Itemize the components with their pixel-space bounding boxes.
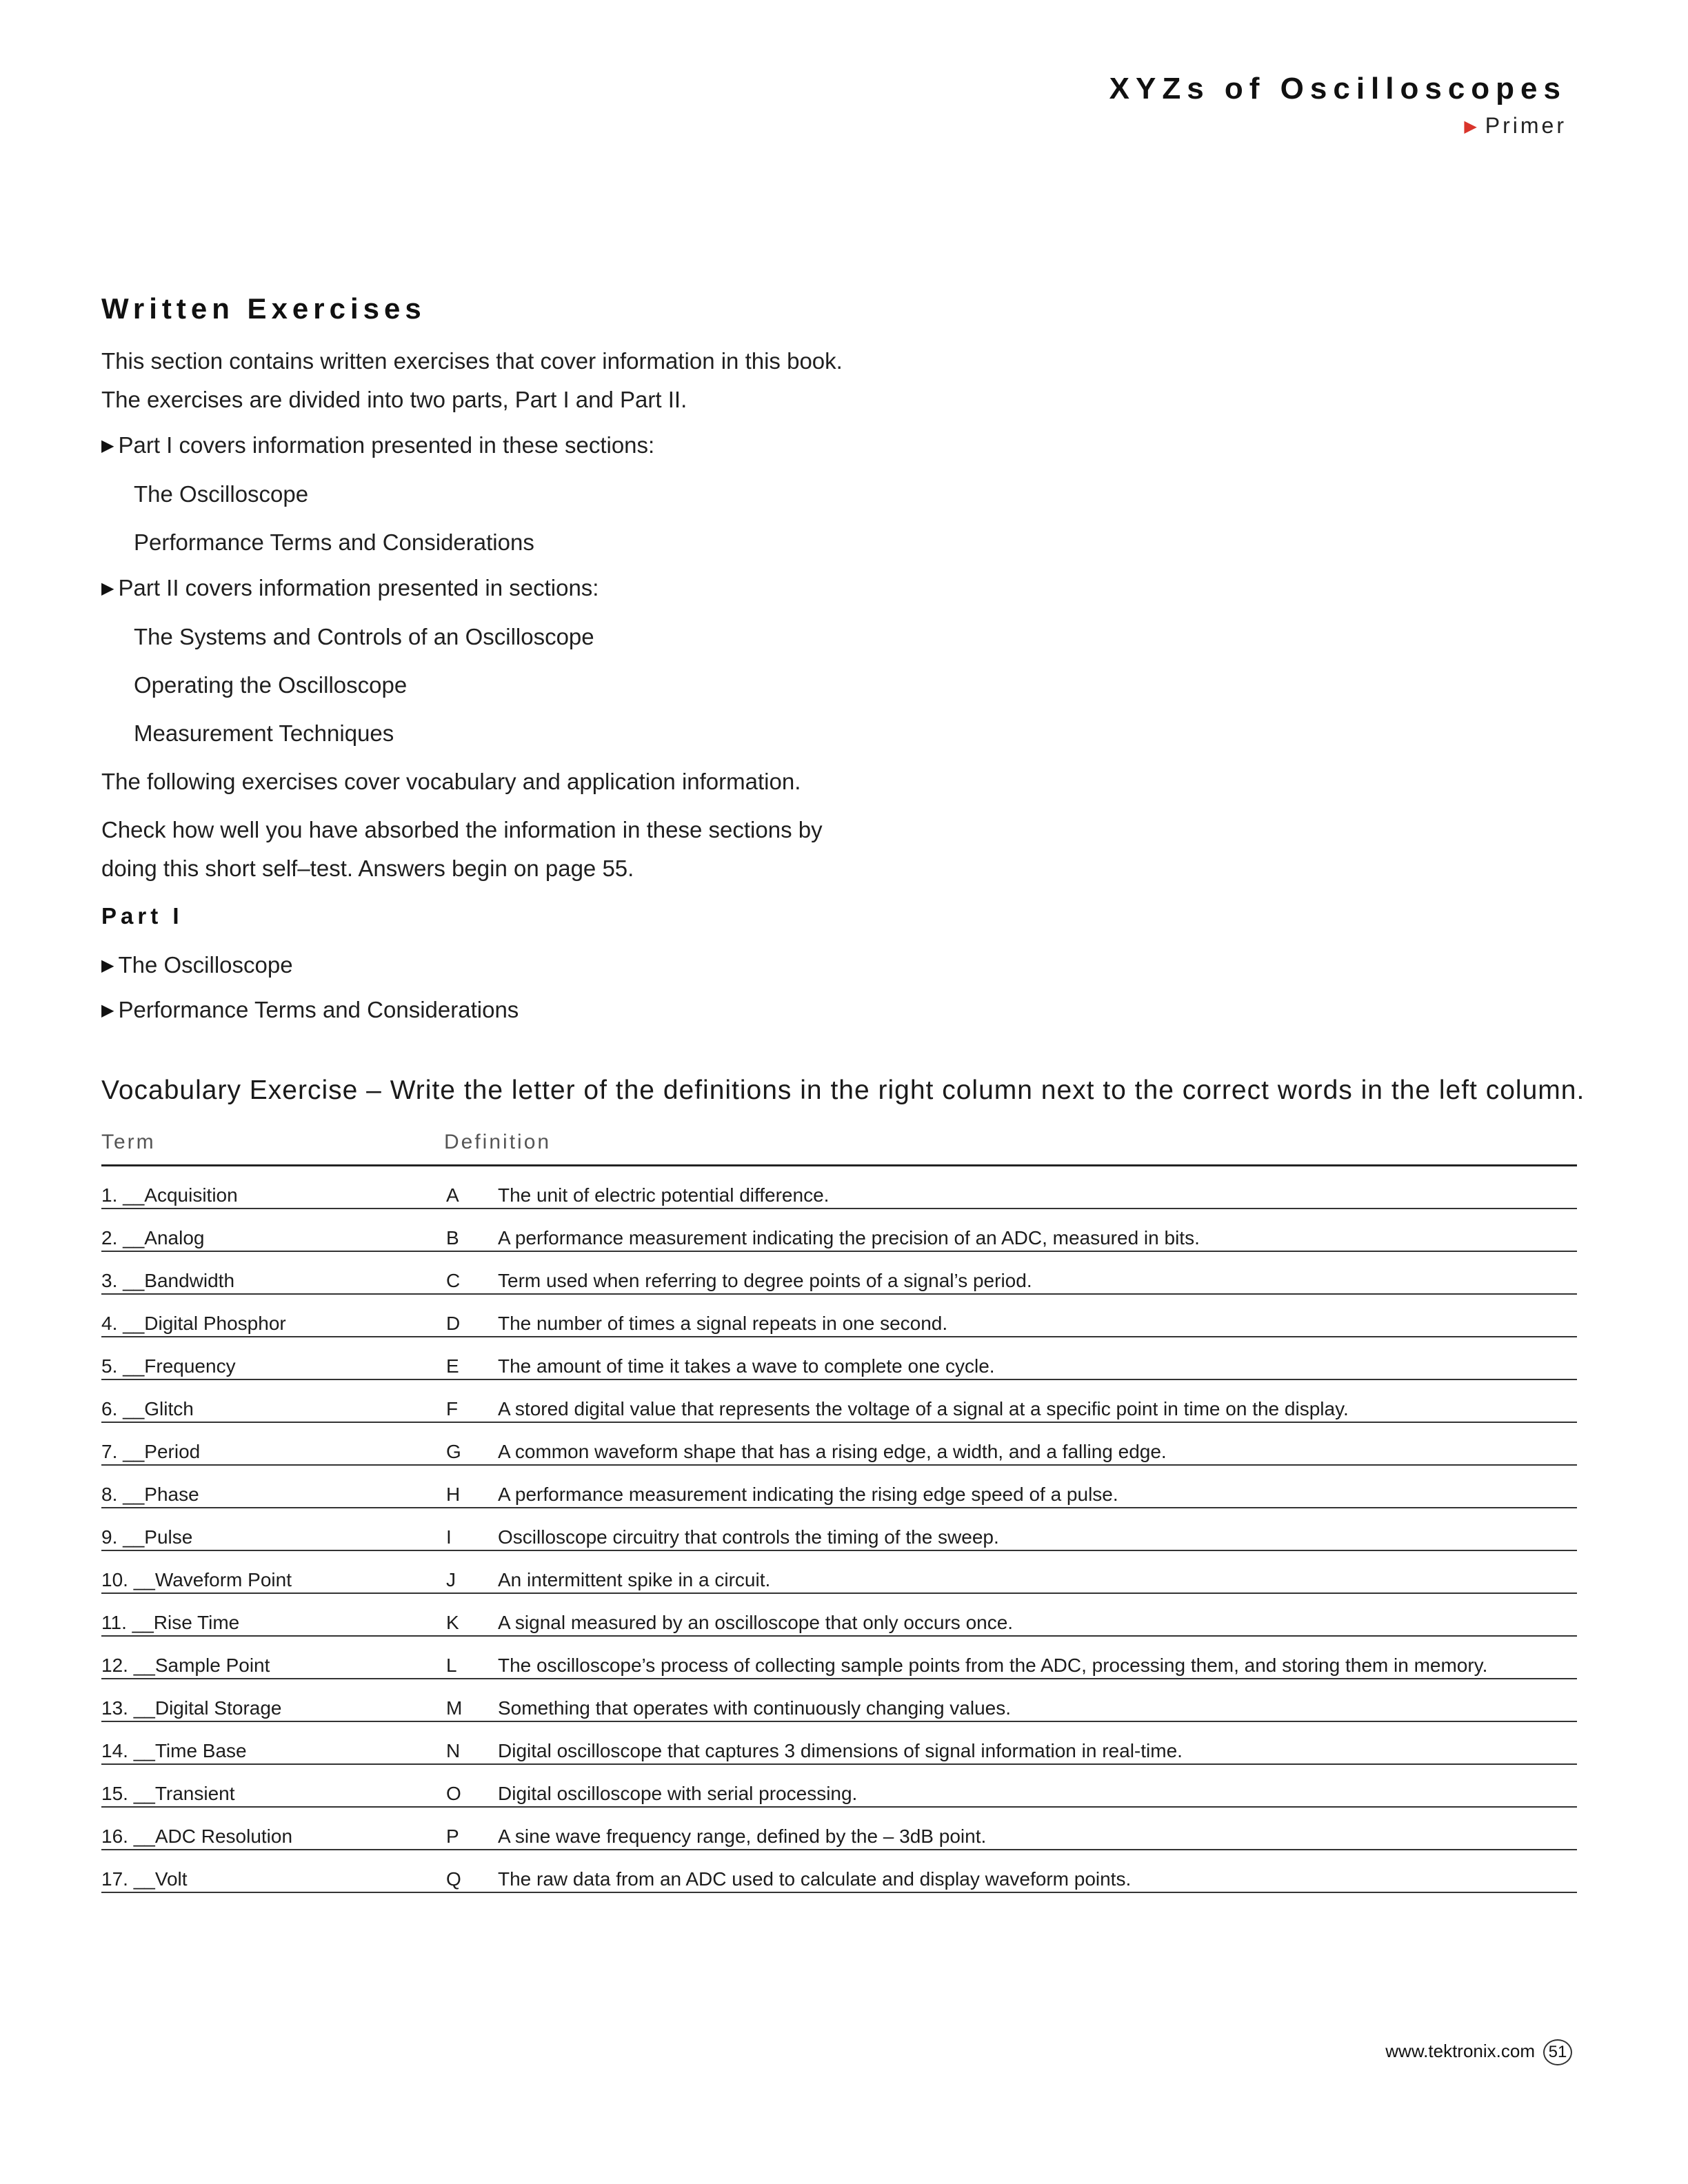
- intro-line: The exercises are divided into two parts, Part I and Part II.: [101, 387, 687, 412]
- definition-cell: Oscilloscope circuitry that controls the timing of the sweep.: [498, 1526, 999, 1548]
- following-text: The following exercises cover vocabulary and application information.: [101, 769, 801, 794]
- letter-cell: Q: [446, 1868, 461, 1890]
- letter-cell: H: [446, 1484, 461, 1505]
- section-body: [101, 342, 915, 888]
- table-row: [101, 1295, 1577, 1337]
- definition-cell: The oscilloscope’s process of collecting sample points from the ADC, processing them, and storing them in memory.: [498, 1655, 1488, 1676]
- definition-cell: A performance measurement indicating the rising edge speed of a pulse.: [498, 1484, 1118, 1505]
- letter-cell: B: [446, 1227, 459, 1248]
- page-header: [1109, 72, 1567, 139]
- table-row: [101, 1252, 1577, 1295]
- letter-cell: A: [446, 1184, 459, 1206]
- letter-cell: O: [446, 1783, 461, 1804]
- definition-cell: The raw data from an ADC used to calculate and display waveform points.: [498, 1868, 1132, 1890]
- vocabulary-instruction: Vocabulary Exercise – Write the letter of the definitions in the right column next to the correct words in the left column.: [101, 1075, 1585, 1105]
- table-row: [101, 1808, 1577, 1850]
- letter-cell: L: [446, 1655, 457, 1676]
- part-title: Part I: [101, 903, 183, 929]
- table-row: [101, 1466, 1577, 1508]
- term-cell: 6. __Glitch: [101, 1398, 194, 1419]
- definition-cell: An intermittent spike in a circuit.: [498, 1569, 771, 1590]
- part2-bullet: ▶ Part II covers information presented in sections:: [101, 575, 599, 600]
- page-number: 51: [1543, 2039, 1572, 2065]
- letter-cell: D: [446, 1313, 461, 1334]
- term-cell: 16. __ADC Resolution: [101, 1826, 293, 1847]
- term-cell: 13. __Digital Storage: [101, 1697, 282, 1719]
- letter-cell: J: [446, 1569, 456, 1590]
- header-term: Term: [101, 1131, 156, 1153]
- letter-cell: N: [446, 1740, 461, 1761]
- section-list-item: The Oscilloscope: [134, 481, 309, 507]
- section-list-item: Performance Terms and Considerations: [134, 529, 534, 555]
- definition-cell: The amount of time it takes a wave to complete one cycle.: [498, 1355, 995, 1377]
- table-row: [101, 1850, 1577, 1893]
- term-cell: 14. __Time Base: [101, 1740, 247, 1761]
- table-row: [101, 1722, 1577, 1765]
- term-cell: 3. __Bandwidth: [101, 1270, 235, 1291]
- table-row: [101, 1209, 1577, 1252]
- definition-cell: A sine wave frequency range, defined by the – 3dB point.: [498, 1826, 987, 1847]
- definition-cell: A performance measurement indicating the precision of an ADC, measured in bits.: [498, 1227, 1200, 1248]
- table-row: [101, 1508, 1577, 1551]
- table-row: [101, 1594, 1577, 1637]
- definition-cell: The unit of electric potential difference.: [498, 1184, 830, 1206]
- section-list-item: The Systems and Controls of an Oscilloscope: [134, 624, 594, 649]
- intro-line: This section contains written exercises that cover information in this book.: [101, 348, 843, 374]
- letter-cell: C: [446, 1270, 461, 1291]
- term-cell: 1. __Acquisition: [101, 1184, 238, 1206]
- table-row: [101, 1166, 1577, 1209]
- table-body: [101, 1166, 1577, 1893]
- footer-url: www.tektronix.com: [1385, 2040, 1535, 2061]
- header-definition: Definition: [444, 1131, 552, 1153]
- term-cell: 4. __Digital Phosphor: [101, 1313, 286, 1334]
- triangle-right-icon: ▶: [1464, 117, 1477, 136]
- term-cell: 2. __Analog: [101, 1227, 205, 1248]
- definition-cell: A stored digital value that represents the voltage of a signal at a specific point in time on the display.: [498, 1398, 1349, 1419]
- page-footer: [1385, 2039, 1572, 2065]
- document-subtitle: [1109, 113, 1567, 139]
- triangle-right-icon: ▶: [101, 436, 114, 455]
- term-cell: 7. __Period: [101, 1441, 201, 1462]
- part-topic-item: ▶ Performance Terms and Considerations: [101, 997, 519, 1022]
- table-row: [101, 1337, 1577, 1380]
- table-header: [101, 1131, 1577, 1166]
- section-list-item: Operating the Oscilloscope: [134, 672, 408, 698]
- letter-cell: E: [446, 1355, 459, 1377]
- definition-cell: Term used when referring to degree points of a signal’s period.: [498, 1270, 1032, 1291]
- table-row: [101, 1423, 1577, 1466]
- part-topic-list: [101, 943, 519, 1033]
- letter-cell: P: [446, 1826, 459, 1847]
- part-topic-item: ▶ The Oscilloscope: [101, 952, 293, 978]
- term-cell: 11. __Rise Time: [101, 1612, 240, 1633]
- term-cell: 15. __Transient: [101, 1783, 235, 1804]
- table-row: [101, 1551, 1577, 1594]
- term-cell: 10. __Waveform Point: [101, 1569, 292, 1590]
- term-cell: 9. __Pulse: [101, 1526, 193, 1548]
- section-title: Written Exercises: [101, 292, 426, 325]
- triangle-right-icon: ▶: [101, 956, 114, 975]
- triangle-right-icon: ▶: [101, 579, 114, 598]
- term-cell: 17. __Volt: [101, 1868, 188, 1890]
- document-title: XYZs of Oscilloscopes: [1109, 72, 1567, 105]
- section-list-item: Measurement Techniques: [134, 720, 394, 746]
- term-cell: 12. __Sample Point: [101, 1655, 270, 1676]
- vocabulary-table: [101, 1131, 1577, 1893]
- part1-bullet: ▶ Part I covers information presented in these sections:: [101, 432, 655, 458]
- table-row: [101, 1637, 1577, 1679]
- letter-cell: K: [446, 1612, 459, 1633]
- definition-cell: Digital oscilloscope that captures 3 dimensions of signal information in real-time.: [498, 1740, 1183, 1761]
- definition-cell: A signal measured by an oscilloscope that only occurs once.: [498, 1612, 1014, 1633]
- letter-cell: F: [446, 1398, 459, 1419]
- term-cell: 8. __Phase: [101, 1484, 199, 1505]
- definition-cell: The number of times a signal repeats in one second.: [498, 1313, 948, 1334]
- check-line: Check how well you have absorbed the information in these sections by: [101, 817, 823, 842]
- letter-cell: M: [446, 1697, 463, 1719]
- table-row: [101, 1765, 1577, 1808]
- definition-cell: Something that operates with continuously changing values.: [498, 1697, 1012, 1719]
- letter-cell: G: [446, 1441, 461, 1462]
- table-row: [101, 1380, 1577, 1423]
- definition-cell: Digital oscilloscope with serial processing.: [498, 1783, 858, 1804]
- letter-cell: I: [446, 1526, 452, 1548]
- definition-cell: A common waveform shape that has a rising edge, a width, and a falling edge.: [498, 1441, 1167, 1462]
- table-row: [101, 1679, 1577, 1722]
- triangle-right-icon: ▶: [101, 1001, 114, 1020]
- check-line: doing this short self–test. Answers begin on page 55.: [101, 856, 634, 881]
- subtitle-text: Primer: [1485, 113, 1567, 138]
- term-cell: 5. __Frequency: [101, 1355, 236, 1377]
